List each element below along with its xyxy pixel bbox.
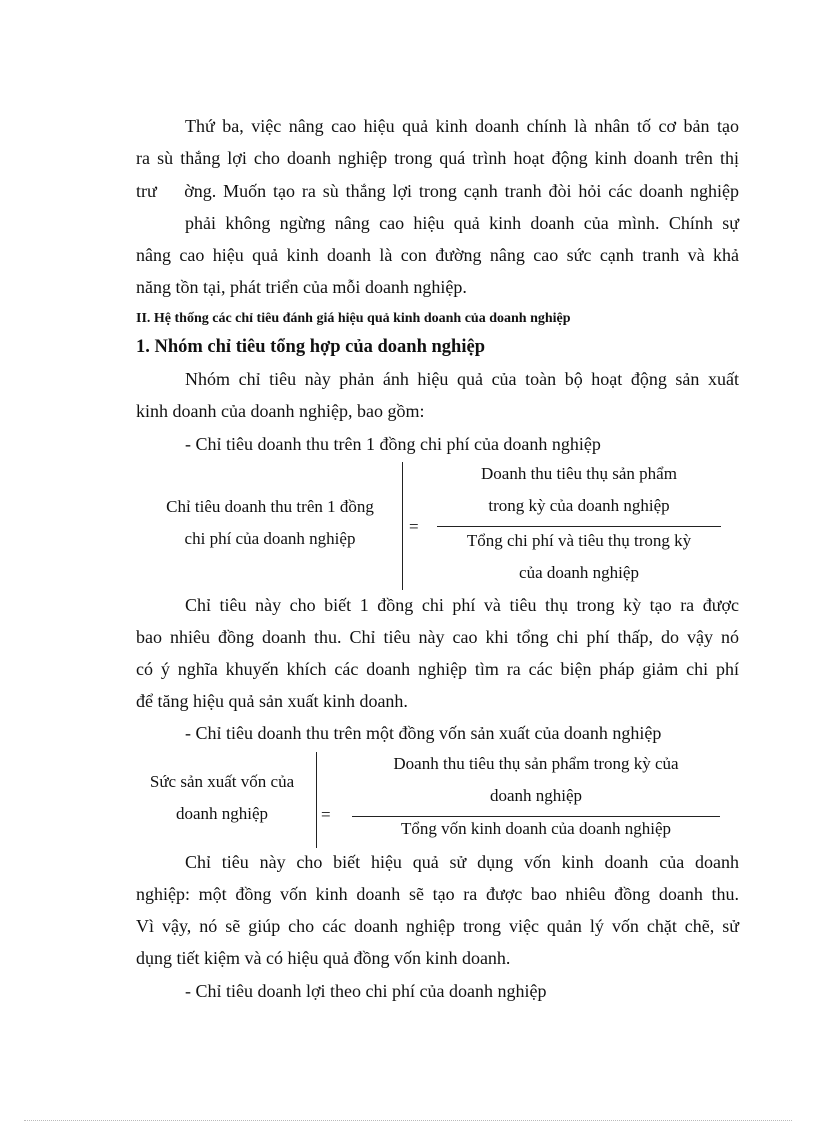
formula-left-term <box>140 496 400 550</box>
numerator-line: Doanh thu tiêu thụ sản phẩm trong kỳ của <box>393 754 679 773</box>
equals-sign: = <box>321 805 331 824</box>
formula-denominator <box>352 818 720 840</box>
paragraph-line: năng tồn tại, phát triển của mỗi doanh nghiệp. <box>136 277 467 297</box>
formula-vertical-bar <box>316 752 317 848</box>
formula-numerator <box>352 753 720 807</box>
formula-left-line: Sức sản xuất vốn của <box>149 772 295 791</box>
formula-vertical-bar <box>402 462 403 590</box>
paragraph-line: Thứ ba, việc nâng cao hiệu quả kinh doanh chính là nhân tố cơ bản tạo <box>185 116 739 136</box>
paragraph-line: Chỉ tiêu này cho biết hiệu quả sử dụng vốn kinh doanh của doanh <box>185 852 739 872</box>
formula-left-term <box>130 771 314 825</box>
bullet-item: - Chỉ tiêu doanh lợi theo chi phí của doanh nghiệp <box>185 981 547 1001</box>
bullet-item: - Chỉ tiêu doanh thu trên một đồng vốn sản xuất của doanh nghiệp <box>185 723 662 743</box>
paragraph-line: có ý nghĩa khuyến khích các doanh nghiệp tìm ra các biện pháp giảm chi phí <box>136 659 739 679</box>
paragraph-line: Vì vậy, nó sẽ giúp cho các doanh nghiệp trong việc quản lý vốn chặt chẽ, sử <box>136 916 739 936</box>
denominator-line: của doanh nghiệp <box>519 563 639 582</box>
paragraph-line: nghiệp: một đồng vốn kinh doanh sẽ tạo ra được bao nhiêu đồng doanh thu. <box>136 884 739 904</box>
denominator-line: Tổng vốn kinh doanh của doanh nghiệp <box>400 819 672 838</box>
paragraph-line: ra sù thắng lợi cho doanh nghiệp trong quá trình hoạt động kinh doanh trên thị <box>136 148 739 168</box>
formula-numerator <box>437 463 721 517</box>
denominator-line: Tổng chi phí và tiêu thụ trong kỳ <box>466 531 692 550</box>
formula-denominator <box>437 530 721 584</box>
numerator-line: Doanh thu tiêu thụ sản phẩm <box>481 464 677 483</box>
paragraph-line: phải không ngừng nâng cao hiệu quả kinh doanh của mình. Chính sự <box>185 213 739 233</box>
section-title: II. Hệ thống các chỉ tiêu đánh giá hiệu quả kinh doanh của doanh nghiệp <box>136 311 571 326</box>
paragraph-line: Nhóm chỉ tiêu này phản ánh hiệu quả của toàn bộ hoạt động sản xuất <box>185 369 739 389</box>
bullet-item: - Chỉ tiêu doanh thu trên 1 đồng chi phí của doanh nghiệp <box>185 434 601 454</box>
formula-left-line: Chỉ tiêu doanh thu trên 1 đồng <box>166 497 374 516</box>
page-bottom-border <box>24 1120 792 1121</box>
paragraph-line: trư ờng. Muốn tạo ra sù thắng lợi trong cạnh tranh đòi hỏi các doanh nghiệp <box>136 181 739 201</box>
numerator-line: doanh nghiệp <box>489 786 583 805</box>
paragraph-line: kinh doanh của doanh nghiệp, bao gồm: <box>136 401 425 421</box>
paragraph-line: để tăng hiệu quả sản xuất kinh doanh. <box>136 691 408 711</box>
formula-left-line: doanh nghiệp <box>175 804 269 823</box>
fraction-bar <box>437 526 721 527</box>
fraction-bar <box>352 816 720 817</box>
numerator-line: trong kỳ của doanh nghiệp <box>488 496 670 515</box>
paragraph-line: Chỉ tiêu này cho biết 1 đồng chi phí và tiêu thụ trong kỳ tạo ra được <box>185 595 739 615</box>
paragraph-line: nâng cao hiệu quả kinh doanh là con đường nâng cao sức cạnh tranh và khả <box>136 245 739 265</box>
paragraph-line: bao nhiêu đồng doanh thu. Chỉ tiêu này cao khi tổng chi phí thấp, do vậy nó <box>136 627 739 647</box>
subsection-heading: 1. Nhóm chỉ tiêu tổng hợp của doanh nghiệp <box>136 337 485 357</box>
equals-sign: = <box>409 517 419 536</box>
formula-left-line: chi phí của doanh nghiệp <box>184 529 356 548</box>
paragraph-line: dụng tiết kiệm và có hiệu quả đồng vốn kinh doanh. <box>136 948 511 968</box>
